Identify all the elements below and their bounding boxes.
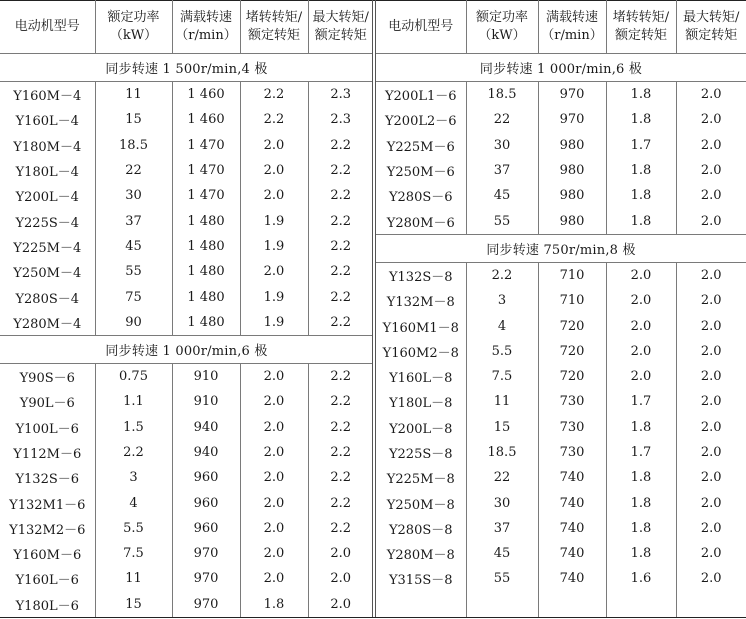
- header-stall-ratio: 堵转转矩/ 额定转矩: [606, 0, 676, 54]
- cell-stall-ratio: 1.8: [240, 592, 308, 617]
- cell-speed: 970: [538, 107, 606, 132]
- cell-speed: 980: [538, 208, 606, 234]
- cell-power: 15: [95, 107, 172, 132]
- cell-speed: 970: [538, 82, 606, 108]
- cell-stall-ratio: 1.8: [606, 415, 676, 440]
- cell-stall-ratio: 1.7: [606, 389, 676, 414]
- right-half: [376, 0, 746, 617]
- cell-stall-ratio: 2.0: [240, 363, 308, 389]
- cell-power: 7.5: [466, 364, 538, 389]
- cell-max-ratio: 2.0: [676, 107, 746, 132]
- cell-power: 37: [466, 516, 538, 541]
- cell-max-ratio: 2.2: [308, 259, 373, 284]
- cell-model: Y160M－4: [13, 89, 82, 105]
- cell-speed: 1 480: [172, 234, 240, 259]
- cell-model: Y160L－8: [389, 371, 453, 387]
- table-row: [0, 310, 373, 336]
- cell-model: Y280M－6: [386, 215, 455, 231]
- cell-stall-ratio: 1.7: [606, 440, 676, 465]
- cell-max-ratio: 2.0: [676, 208, 746, 234]
- table-row: [376, 208, 746, 234]
- cell-max-ratio: 2.0: [676, 516, 746, 541]
- cell-max-ratio: [676, 592, 746, 617]
- cell-power: 11: [95, 82, 172, 108]
- cell-power: 18.5: [466, 82, 538, 108]
- section-title: 同步转速 750r/min,8 极: [376, 234, 746, 262]
- header-speed: 满载转速 （r/min）: [538, 0, 606, 54]
- table-row: [0, 82, 373, 108]
- cell-speed: 960: [172, 465, 240, 490]
- cell-power: 30: [466, 133, 538, 158]
- cell-max-ratio: 2.2: [308, 234, 373, 259]
- cell-max-ratio: 2.0: [676, 364, 746, 389]
- cell-speed: 1 460: [172, 82, 240, 108]
- cell-model: Y160L－4: [15, 114, 79, 130]
- cell-model: Y180L－6: [15, 598, 79, 614]
- table-row: [376, 313, 746, 338]
- cell-max-ratio: 2.0: [676, 262, 746, 288]
- cell-power: 37: [95, 208, 172, 233]
- cell-model: Y315S－8: [388, 573, 453, 589]
- cell-max-ratio: 2.2: [308, 440, 373, 465]
- cell-max-ratio: 2.2: [308, 363, 373, 389]
- section-header-row: [376, 234, 746, 262]
- cell-power: 22: [95, 158, 172, 183]
- cell-model: Y160M2－8: [382, 345, 459, 361]
- table-row: [376, 440, 746, 465]
- cell-max-ratio: 2.0: [308, 566, 373, 591]
- cell-model: Y280M－8: [386, 548, 455, 564]
- cell-speed: 980: [538, 133, 606, 158]
- cell-model: Y100L－6: [15, 421, 79, 437]
- cell-stall-ratio: 2.0: [606, 313, 676, 338]
- cell-model: Y90L－6: [19, 396, 75, 412]
- table-row: [376, 592, 746, 617]
- cell-power: 3: [466, 288, 538, 313]
- cell-max-ratio: 2.0: [676, 440, 746, 465]
- left-table: [0, 0, 373, 617]
- cell-max-ratio: 2.0: [308, 541, 373, 566]
- table-row: [0, 415, 373, 440]
- cell-power: 15: [95, 592, 172, 617]
- cell-speed: 940: [172, 415, 240, 440]
- table-row: [0, 158, 373, 183]
- table-row: [376, 288, 746, 313]
- table-row: [376, 566, 746, 591]
- cell-max-ratio: 2.0: [676, 133, 746, 158]
- cell-speed: 710: [538, 288, 606, 313]
- cell-speed: 960: [172, 490, 240, 515]
- cell-power: 30: [466, 490, 538, 515]
- cell-max-ratio: 2.2: [308, 516, 373, 541]
- cell-model: Y280S－6: [388, 190, 453, 206]
- table-row: [376, 490, 746, 515]
- table-bottom-rule: [0, 617, 746, 618]
- cell-max-ratio: 2.2: [308, 133, 373, 158]
- table-row: [376, 541, 746, 566]
- cell-stall-ratio: 1.8: [606, 208, 676, 234]
- header-row: [376, 0, 746, 54]
- table-row: [0, 133, 373, 158]
- cell-stall-ratio: 2.0: [240, 415, 308, 440]
- cell-stall-ratio: 1.9: [240, 310, 308, 336]
- cell-max-ratio: 2.2: [308, 183, 373, 208]
- cell-model: [376, 592, 466, 617]
- header-model: 电动机型号: [376, 0, 466, 54]
- cell-model: Y132S－6: [15, 472, 80, 488]
- cell-power: 15: [466, 415, 538, 440]
- cell-speed: 910: [172, 363, 240, 389]
- table-row: [0, 284, 373, 309]
- cell-max-ratio: 2.0: [676, 313, 746, 338]
- left-half: [0, 0, 373, 617]
- cell-power: 45: [466, 183, 538, 208]
- table-row: [376, 364, 746, 389]
- cell-model: Y132M2－6: [9, 522, 86, 538]
- cell-model: Y225M－6: [386, 139, 455, 155]
- table-row: [376, 82, 746, 108]
- cell-stall-ratio: 2.0: [240, 183, 308, 208]
- cell-stall-ratio: 1.8: [606, 158, 676, 183]
- cell-model: Y200L1－6: [384, 89, 457, 105]
- cell-stall-ratio: 1.8: [606, 490, 676, 515]
- cell-stall-ratio: 2.0: [240, 490, 308, 515]
- table-row: [376, 262, 746, 288]
- table-row: [0, 490, 373, 515]
- cell-max-ratio: 2.0: [676, 541, 746, 566]
- cell-model: Y180M－4: [13, 139, 82, 155]
- cell-stall-ratio: 2.0: [240, 440, 308, 465]
- cell-power: 5.5: [466, 339, 538, 364]
- cell-model: Y280M－4: [13, 316, 82, 332]
- cell-power: [466, 592, 538, 617]
- cell-power: 11: [95, 566, 172, 591]
- cell-power: 55: [95, 259, 172, 284]
- cell-stall-ratio: [606, 592, 676, 617]
- cell-stall-ratio: 2.0: [240, 566, 308, 591]
- cell-stall-ratio: 1.9: [240, 208, 308, 233]
- cell-speed: 910: [172, 389, 240, 414]
- cell-model: Y132S－8: [388, 269, 453, 285]
- cell-max-ratio: 2.0: [676, 490, 746, 515]
- cell-power: 18.5: [466, 440, 538, 465]
- table-row: [376, 133, 746, 158]
- cell-power: 22: [466, 107, 538, 132]
- cell-speed: 940: [172, 440, 240, 465]
- cell-speed: 980: [538, 158, 606, 183]
- cell-speed: 1 480: [172, 310, 240, 336]
- table-row: [0, 592, 373, 617]
- cell-power: 4: [95, 490, 172, 515]
- header-max-ratio: 最大转矩/ 额定转矩: [308, 0, 373, 54]
- section-title: 同步转速 1 000r/min,6 极: [376, 54, 746, 82]
- cell-max-ratio: 2.2: [308, 310, 373, 336]
- cell-power: 0.75: [95, 363, 172, 389]
- cell-max-ratio: 2.3: [308, 82, 373, 108]
- table-row: [376, 107, 746, 132]
- cell-speed: 1 470: [172, 183, 240, 208]
- cell-max-ratio: 2.0: [676, 82, 746, 108]
- cell-power: 5.5: [95, 516, 172, 541]
- table-row: [0, 389, 373, 414]
- cell-max-ratio: 2.3: [308, 107, 373, 132]
- cell-max-ratio: 2.2: [308, 389, 373, 414]
- cell-power: 18.5: [95, 133, 172, 158]
- table-row: [0, 516, 373, 541]
- table-row: [0, 234, 373, 259]
- header-power: 额定功率 （kW）: [95, 0, 172, 54]
- cell-model: Y250M－4: [13, 266, 82, 282]
- cell-speed: 740: [538, 541, 606, 566]
- section-header-row: [0, 335, 373, 363]
- table-row: [376, 516, 746, 541]
- cell-stall-ratio: 1.8: [606, 516, 676, 541]
- cell-model: Y112M－6: [13, 447, 82, 462]
- table-row: [376, 389, 746, 414]
- cell-stall-ratio: 1.7: [606, 133, 676, 158]
- cell-power: 11: [466, 389, 538, 414]
- cell-stall-ratio: 2.0: [240, 158, 308, 183]
- table-row: [0, 183, 373, 208]
- header-stall-ratio: 堵转转矩/ 额定转矩: [240, 0, 308, 54]
- cell-speed: 720: [538, 313, 606, 338]
- cell-power: 55: [466, 208, 538, 234]
- cell-max-ratio: 2.0: [676, 288, 746, 313]
- header-power: 额定功率 （kW）: [466, 0, 538, 54]
- cell-power: 7.5: [95, 541, 172, 566]
- cell-stall-ratio: 1.6: [606, 566, 676, 591]
- cell-speed: 730: [538, 440, 606, 465]
- cell-speed: 970: [172, 566, 240, 591]
- cell-power: 75: [95, 284, 172, 309]
- cell-power: 4: [466, 313, 538, 338]
- cell-power: 30: [95, 183, 172, 208]
- cell-power: 45: [95, 234, 172, 259]
- cell-max-ratio: 2.0: [676, 339, 746, 364]
- cell-model: Y160L－6: [15, 573, 79, 589]
- cell-power: 2.2: [466, 262, 538, 288]
- table-row: [376, 465, 746, 490]
- cell-speed: 740: [538, 490, 606, 515]
- cell-model: Y280S－8: [388, 522, 453, 538]
- cell-speed: 730: [538, 415, 606, 440]
- cell-power: 3: [95, 465, 172, 490]
- cell-speed: 1 480: [172, 284, 240, 309]
- cell-speed: 730: [538, 389, 606, 414]
- cell-speed: 980: [538, 183, 606, 208]
- cell-speed: 1 480: [172, 208, 240, 233]
- cell-speed: 1 470: [172, 133, 240, 158]
- cell-speed: 710: [538, 262, 606, 288]
- cell-model: Y225M－8: [386, 472, 455, 488]
- table-row: [376, 415, 746, 440]
- cell-model: Y225M－4: [13, 240, 82, 256]
- section-title: 同步转速 1 000r/min,6 极: [0, 335, 373, 363]
- cell-power: 45: [466, 541, 538, 566]
- cell-max-ratio: 2.0: [676, 183, 746, 208]
- section-title: 同步转速 1 500r/min,4 极: [0, 54, 373, 82]
- cell-power: 55: [466, 566, 538, 591]
- cell-max-ratio: 2.0: [676, 158, 746, 183]
- cell-stall-ratio: 2.0: [240, 133, 308, 158]
- table-row: [376, 158, 746, 183]
- cell-stall-ratio: 1.8: [606, 183, 676, 208]
- cell-stall-ratio: 2.0: [606, 339, 676, 364]
- cell-stall-ratio: 2.0: [606, 262, 676, 288]
- cell-max-ratio: 2.2: [308, 284, 373, 309]
- cell-speed: 740: [538, 566, 606, 591]
- cell-max-ratio: 2.2: [308, 158, 373, 183]
- table-row: [376, 183, 746, 208]
- cell-stall-ratio: 1.9: [240, 284, 308, 309]
- cell-stall-ratio: 1.8: [606, 465, 676, 490]
- cell-speed: 740: [538, 465, 606, 490]
- cell-stall-ratio: 2.0: [606, 364, 676, 389]
- cell-max-ratio: 2.2: [308, 415, 373, 440]
- cell-model: Y180L－8: [389, 396, 453, 412]
- cell-stall-ratio: 2.0: [606, 288, 676, 313]
- cell-stall-ratio: 1.8: [606, 82, 676, 108]
- cell-stall-ratio: 1.8: [606, 107, 676, 132]
- cell-speed: 970: [172, 592, 240, 617]
- cell-model: Y180L－4: [15, 165, 79, 181]
- cell-model: Y280S－4: [15, 291, 80, 307]
- table-row: [376, 339, 746, 364]
- header-max-ratio: 最大转矩/ 额定转矩: [676, 0, 746, 54]
- cell-stall-ratio: 2.0: [240, 516, 308, 541]
- cell-max-ratio: 2.0: [676, 415, 746, 440]
- section-header-row: [376, 54, 746, 82]
- cell-max-ratio: 2.2: [308, 208, 373, 233]
- cell-model: Y250M－8: [386, 497, 455, 513]
- cell-model: Y160M1－8: [382, 320, 459, 336]
- cell-model: Y200L－8: [389, 421, 453, 437]
- cell-stall-ratio: 2.0: [240, 259, 308, 284]
- header-row: [0, 0, 373, 54]
- cell-power: 1.5: [95, 415, 172, 440]
- cell-stall-ratio: 2.0: [240, 465, 308, 490]
- table-row: [0, 107, 373, 132]
- cell-stall-ratio: 2.2: [240, 82, 308, 108]
- cell-model: Y250M－6: [386, 165, 455, 181]
- cell-model: Y90S－6: [19, 371, 75, 387]
- cell-speed: 720: [538, 339, 606, 364]
- cell-stall-ratio: 2.0: [240, 541, 308, 566]
- cell-power: 1.1: [95, 389, 172, 414]
- table-row: [0, 363, 373, 389]
- header-speed: 满载转速 （r/min）: [172, 0, 240, 54]
- cell-power: 90: [95, 310, 172, 336]
- cell-speed: 960: [172, 516, 240, 541]
- cell-model: Y132M1－6: [9, 497, 86, 513]
- cell-stall-ratio: 2.2: [240, 107, 308, 132]
- cell-max-ratio: 2.2: [308, 490, 373, 515]
- cell-speed: 1 460: [172, 107, 240, 132]
- cell-speed: 740: [538, 516, 606, 541]
- cell-stall-ratio: 1.9: [240, 234, 308, 259]
- cell-speed: 1 470: [172, 158, 240, 183]
- cell-model: Y200L2－6: [384, 114, 457, 130]
- table-row: [0, 465, 373, 490]
- cell-stall-ratio: 2.0: [240, 389, 308, 414]
- cell-max-ratio: 2.0: [676, 566, 746, 591]
- right-table: [376, 0, 746, 617]
- cell-max-ratio: 2.0: [676, 465, 746, 490]
- cell-speed: 970: [172, 541, 240, 566]
- cell-stall-ratio: 1.8: [606, 541, 676, 566]
- cell-speed: [538, 592, 606, 617]
- cell-speed: 1 480: [172, 259, 240, 284]
- cell-max-ratio: 2.2: [308, 465, 373, 490]
- cell-model: Y225S－4: [15, 215, 80, 231]
- table-row: [0, 259, 373, 284]
- header-model: 电动机型号: [0, 0, 95, 54]
- cell-speed: 720: [538, 364, 606, 389]
- cell-power: 37: [466, 158, 538, 183]
- table-row: [0, 208, 373, 233]
- cell-max-ratio: 2.0: [676, 389, 746, 414]
- cell-model: Y132M－8: [386, 295, 455, 311]
- table-row: [0, 566, 373, 591]
- cell-power: 2.2: [95, 440, 172, 465]
- section-header-row: [0, 54, 373, 82]
- cell-model: Y160M－6: [13, 548, 82, 564]
- cell-power: 22: [466, 465, 538, 490]
- cell-model: Y225S－8: [388, 447, 453, 462]
- table-row: [0, 541, 373, 566]
- cell-model: Y200L－4: [15, 190, 79, 206]
- cell-max-ratio: 2.0: [308, 592, 373, 617]
- table-row: [0, 440, 373, 465]
